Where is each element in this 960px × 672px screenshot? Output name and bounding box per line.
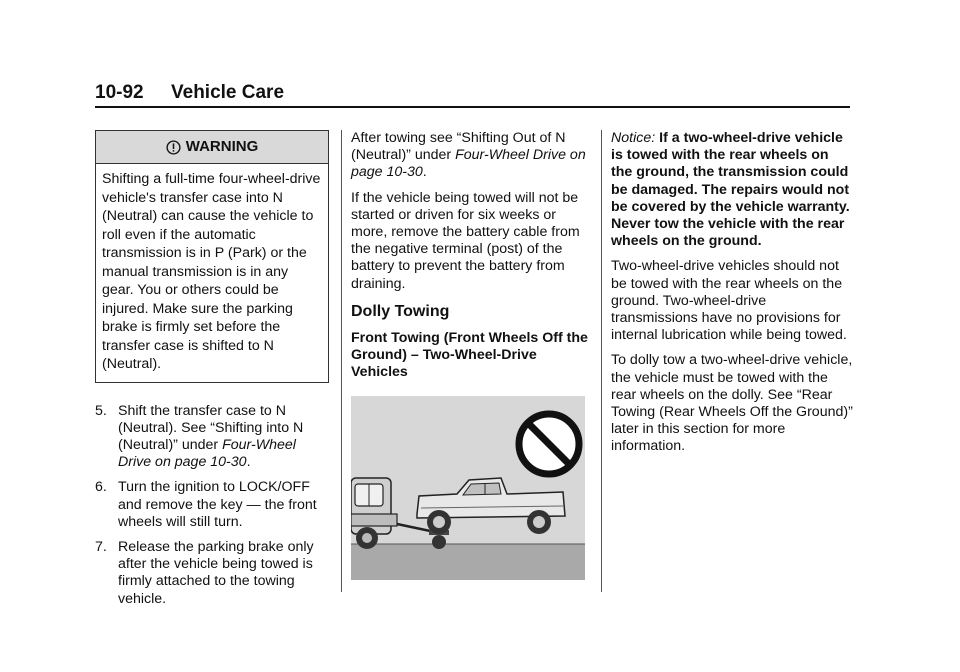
step-text: Release the parking brake only after the vehicle being towed is firmly attached to the towing vehicle. xyxy=(118,538,314,607)
step-number: 6. xyxy=(95,479,107,496)
column-divider xyxy=(341,130,342,592)
section-heading: Dolly Towing xyxy=(351,302,450,320)
column-right xyxy=(611,130,853,464)
step-text: Shift the transfer case to N (Neutral). See “Shifting into N (Neutral)” under xyxy=(118,402,304,453)
list-item xyxy=(95,539,331,608)
paragraph-text: After towing see “Shifting Out of N (Neutral)” under xyxy=(351,130,566,164)
paragraph: If the vehicle being towed will not be started or driven for six weeks or more, remove the battery cable from the negative terminal (post) of the battery to prevent the battery from draining. xyxy=(351,189,580,292)
paragraph xyxy=(351,130,589,182)
column-divider xyxy=(601,130,602,592)
page-number: 10-92 xyxy=(95,82,144,103)
section-title: Vehicle Care xyxy=(171,82,285,103)
step-number: 7. xyxy=(95,538,107,555)
paragraph-text-end: . xyxy=(422,164,427,181)
step-list xyxy=(95,403,331,608)
warning-title: WARNING xyxy=(185,138,259,156)
list-item xyxy=(95,403,331,472)
dolly-towing-illustration xyxy=(351,396,585,580)
warning-header xyxy=(96,131,328,164)
page-header xyxy=(95,82,850,108)
step-text-end: . xyxy=(246,454,251,471)
step-number: 5. xyxy=(95,402,107,419)
step-text: Turn the ignition to LOCK/OFF and remove the key — the front wheels will still turn. xyxy=(118,479,317,530)
list-item xyxy=(95,479,331,531)
page-reference: Four-Wheel Drive on page 10-30 xyxy=(118,436,296,471)
column-middle xyxy=(351,130,589,580)
column-left xyxy=(95,130,331,616)
notice xyxy=(611,130,853,250)
paragraph: Two-wheel-drive vehicles should not be towed with the rear wheels on the ground. Two-wheel-drive transmissions have no provisions for internal lubrication while being towed. xyxy=(611,258,847,344)
subsection-heading: Front Towing (Front Wheels Off the Ground) – Two-Wheel-Drive Vehicles xyxy=(351,330,588,381)
warning-text: Shifting a full-time four-wheel-drive vehicle's transfer case into N (Neutral) can cause the vehicle to roll even if the automatic transmission is in P (Park) or the manual transmission is in any gear. You or others could be injured. Make sure the parking brake is firmly set before the transfer case is shifted to N (Neutral). xyxy=(102,171,321,372)
warning-box xyxy=(95,130,329,383)
paragraph: To dolly tow a two-wheel-drive vehicle, the vehicle must be towed with the rear wheels on the dolly. See “Rear Towing (Rear Wheels Off the Ground)” later in this section for more information. xyxy=(611,352,853,455)
warning-icon xyxy=(166,140,181,155)
notice-label: Notice: xyxy=(611,130,656,146)
notice-text: If a two-wheel-drive vehicle is towed with the rear wheels on the ground, the transmission could be damaged. The repairs would not be covered by the vehicle warranty. Never tow the vehicle with the rear wheels on the ground. xyxy=(611,130,850,250)
page-reference: Four-Wheel Drive on page 10-30 xyxy=(351,147,586,181)
